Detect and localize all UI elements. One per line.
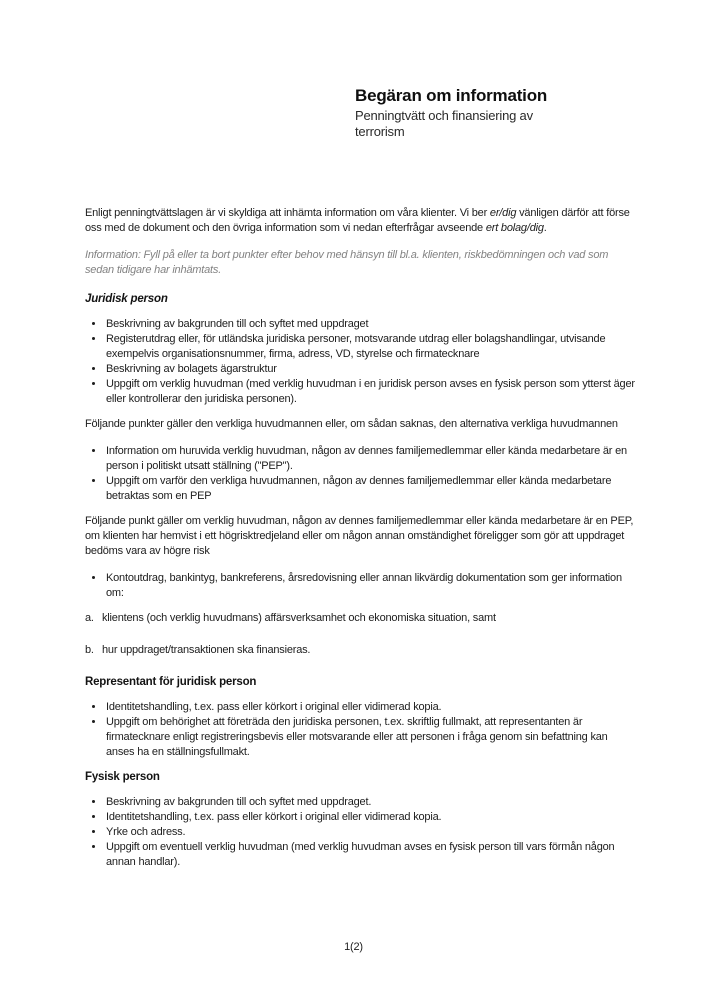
intro-text-3: . — [543, 222, 547, 234]
intro-italic-er-dig: er/dig — [489, 207, 517, 219]
fysisk-bullet-list — [85, 795, 638, 870]
alpha-text: hur uppdraget/transaktionen ska finansieras. — [102, 644, 311, 656]
intro-paragraph — [85, 206, 638, 236]
paragraph-verklig-huvudman: Följande punkter gäller den verkliga huvudmannen eller, om sådan saknas, den alternativa verkliga huvudmannen — [85, 418, 618, 430]
intro-text-2: vänligen därför att förse oss med de dokument och den övriga information som vi nedan efterfrågar avseende — [85, 207, 630, 234]
list-item: • Uppgift om varför den verkliga huvudmannen, någon av dennes familjemedlemmar eller kända medarbetare betraktas som en PEP — [105, 474, 638, 504]
list-item: • Uppgift om verklig huvudman (med verklig huvudman i en juridisk person avses en fysisk person som ytterst äger eller kontrollerar den juridiska personen). — [105, 377, 638, 407]
alpha-list-item-b — [85, 643, 638, 658]
list-item: • Identitetshandling, t.ex. pass eller körkort i original eller vidimerad kopia. — [105, 700, 638, 715]
document-subtitle: Penningtvätt och finansiering av terrorism — [355, 108, 533, 139]
intro-italic-ert-bolag: ert bolag/dig — [485, 222, 544, 234]
list-item: • Uppgift om eventuell verklig huvudman (med verklig huvudman avses en fysisk person till vars förmån någon annan handlar). — [105, 840, 638, 870]
list-item: • Kontoutdrag, bankintyg, bankreferens, årsredovisning eller annan likvärdig dokumentation som ger information om: — [105, 571, 638, 601]
document-body — [85, 206, 638, 880]
heading-representant: Representant för juridisk person — [85, 676, 257, 688]
intro-text-1: Enligt penningtvättslagen är vi skyldiga att inhämta information om våra klienter. Vi ber — [85, 207, 490, 219]
pep-bullet-list — [85, 444, 638, 504]
alpha-text: klientens (och verklig huvudmans) affärsverksamhet och ekonomiska situation, samt — [102, 612, 496, 624]
page-footer — [0, 940, 707, 955]
list-item: • Beskrivning av bakgrunden till och syftet med uppdraget — [105, 317, 638, 332]
list-item: • Beskrivning av bakgrunden till och syftet med uppdraget. — [105, 795, 638, 810]
heading-juridisk-person: Juridisk person — [85, 293, 168, 305]
alpha-marker: b. — [85, 644, 94, 656]
representant-bullet-list — [85, 700, 638, 760]
list-item: • Identitetshandling, t.ex. pass eller körkort i original eller vidimerad kopia. — [105, 810, 638, 825]
list-item: • Yrke och adress. — [105, 825, 638, 840]
heading-fysisk-person: Fysisk person — [85, 771, 160, 783]
juridisk-bullet-list — [85, 317, 638, 407]
dokumentation-bullet-list — [85, 571, 638, 601]
alpha-list-item-a — [85, 611, 638, 626]
list-item: • Registerutdrag eller, för utländska juridiska personer, motsvarande utdrag eller bolagshandlingar, utvisande exempelvis organisationsnummer, firma, adress, VD, styrelse och firmatecknare — [105, 332, 638, 362]
page-number: 1(2) — [344, 941, 363, 953]
document-title: Begäran om information — [355, 86, 548, 105]
document-header — [355, 86, 595, 140]
list-item: • Information om huruvida verklig huvudman, någon av dennes familjemedlemmar eller kända medarbetare är en person i politiskt utsatt ställning ("PEP"). — [105, 444, 638, 474]
alpha-marker: a. — [85, 612, 94, 624]
list-item: • Uppgift om behörighet att företräda den juridiska personen, t.ex. skriftlig fullmakt, att representanten är firmatecknare enligt registreringsbevis eller motsvarande eller att personen i fråga genom sin befattning kan anses ha en ställningsfullmakt. — [105, 715, 638, 760]
instruction-note: Information: Fyll på eller ta bort punkter efter behov med hänsyn till bl.a. klienten, riskbedömningen och vad som sedan tidigare har inhämtats. — [85, 249, 609, 276]
list-item: • Beskrivning av bolagets ägarstruktur — [105, 362, 638, 377]
paragraph-hogre-risk: Följande punkt gäller om verklig huvudman, någon av dennes familjemedlemmar eller kända medarbetare är en PEP, om klienten har hemvist i ett högrisktredjeland eller om någon annan omständighet föreligger som gör att uppdraget bedöms vara av högre risk — [85, 515, 634, 557]
